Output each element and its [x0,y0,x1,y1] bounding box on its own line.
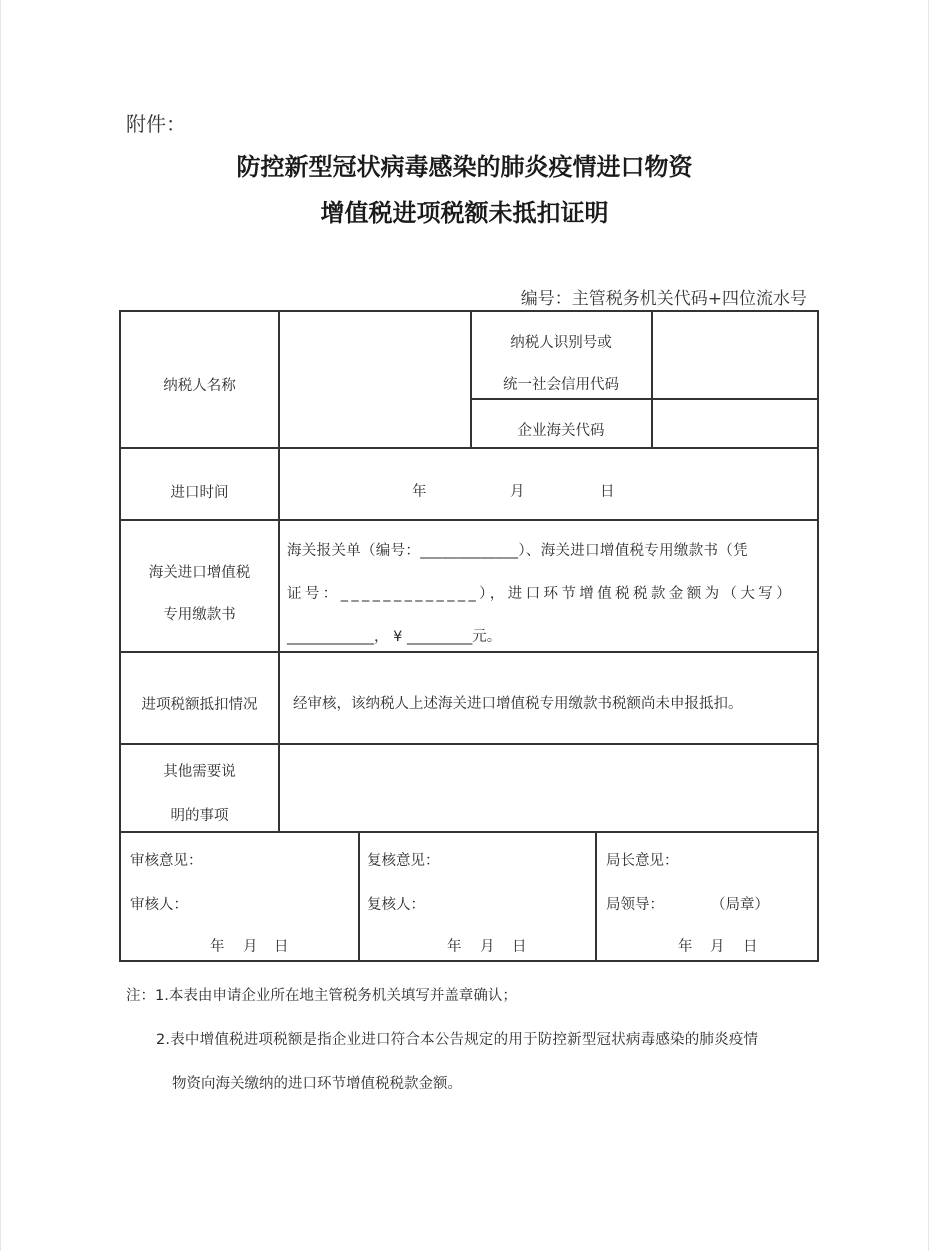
note-2-line1: 2.表中增值税进项税额是指企业进口符合本公告规定的用于防控新型冠状病毒感染的肺炎疫情 [156,1032,759,1048]
note-2-line2: 物资向海关缴纳的进口环节增值税税款金额。 [172,1076,462,1092]
taxpayer-id-label-line1: 纳税人识别号或 [510,335,612,351]
recheck-date-month: 月 [480,939,495,955]
row-divider [121,447,819,449]
column-divider [358,831,360,962]
import-time-label: 进口时间 [170,485,229,501]
document-title-line1: 防控新型冠状病毒感染的肺炎疫情进口物资 [236,152,693,181]
column-divider [651,312,653,447]
director-date-day: 日 [743,939,758,955]
document-title-line2: 增值税进项税额未抵扣证明 [320,198,609,227]
deduction-status-text: 经审核，该纳税人上述海关进口增值税专用缴款书税额尚未申报抵扣。 [293,696,743,712]
recheck-date-year: 年 [447,939,462,955]
rechecker-label: 复核人： [367,897,425,913]
reviewer-label: 审核人： [130,897,188,913]
row-divider [470,398,819,400]
taxpayer-id-label-line2: 统一社会信用代码 [503,377,619,393]
import-time-month: 月 [510,484,525,500]
payment-book-text-line1: 海关报关单（编号：_____________）、海关进口增值税专用缴款书（凭 [287,543,748,559]
payment-book-text-line2: 证号：_____________），进口环节增值税税款金额为（大写） [287,586,795,602]
other-matters-label-line1: 其他需要说 [163,764,236,780]
director-leader-label: 局领导： [606,897,664,913]
review-date-year: 年 [210,939,225,955]
payment-book-label-line1: 海关进口增值税 [148,565,251,581]
serial-number-label: 编号：主管税务机关代码+四位流水号 [520,289,807,309]
bureau-seal-label: （局章） [711,897,769,913]
column-divider [595,831,597,962]
row-divider [121,519,819,521]
certificate-form-table [119,310,819,962]
review-opinion-label: 审核意见： [130,853,203,869]
row-divider [121,831,819,833]
deduction-status-label: 进项税额抵扣情况 [141,697,258,713]
row-divider [121,651,819,653]
director-date-month: 月 [710,939,725,955]
payment-book-label-line2: 专用缴款书 [163,607,236,623]
attachment-label: 附件： [126,112,186,136]
recheck-date-day: 日 [512,939,527,955]
import-time-year: 年 [412,484,427,500]
customs-code-label: 企业海关代码 [517,423,605,439]
director-opinion-label: 局长意见： [606,853,679,869]
column-divider [278,312,280,831]
review-date-month: 月 [243,939,258,955]
other-matters-label-line2: 明的事项 [170,808,229,824]
import-time-day: 日 [600,484,615,500]
review-date-day: 日 [274,939,289,955]
recheck-opinion-label: 复核意见： [367,853,440,869]
taxpayer-name-label: 纳税人名称 [163,378,236,394]
note-1: 注：1.本表由申请企业所在地主管税务机关填写并盖章确认； [126,988,517,1004]
row-divider [121,743,819,745]
payment-book-text-line3: ____________， ¥ _________元。 [287,629,502,645]
director-date-year: 年 [678,939,693,955]
